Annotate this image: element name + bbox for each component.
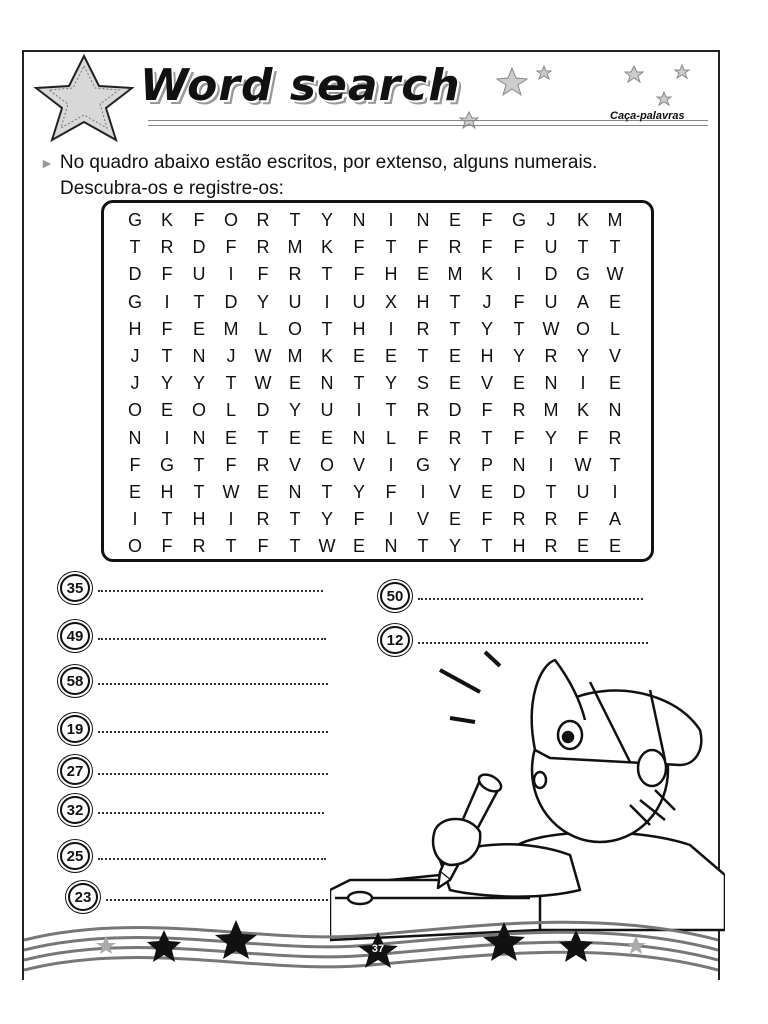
grid-letter[interactable]: M xyxy=(607,210,623,230)
grid-letter[interactable]: D xyxy=(512,481,526,502)
grid-letter[interactable]: T xyxy=(289,509,301,530)
grid-letter[interactable]: F xyxy=(161,318,173,339)
grid-letter[interactable]: R xyxy=(160,237,174,258)
grid-letter[interactable]: F xyxy=(417,237,429,258)
grid-letter[interactable]: F xyxy=(353,264,365,285)
grid-letter[interactable]: R xyxy=(416,400,430,421)
grid-letter[interactable]: F xyxy=(225,454,237,475)
grid-letter[interactable]: R xyxy=(544,345,558,366)
grid-letter[interactable]: N xyxy=(128,427,142,448)
grid-letter[interactable]: E xyxy=(608,291,621,312)
grid-letter[interactable]: E xyxy=(448,509,461,530)
grid-letter[interactable]: R xyxy=(544,509,558,530)
grid-letter[interactable]: R xyxy=(256,210,270,230)
grid-letter[interactable]: U xyxy=(576,481,590,502)
word-search-grid xyxy=(119,207,631,560)
grid-letter[interactable]: F xyxy=(161,536,173,557)
grid-letter[interactable]: E xyxy=(608,373,621,394)
grid-letter[interactable]: W xyxy=(542,318,560,339)
answer-row xyxy=(60,757,328,785)
grid-letter[interactable]: F xyxy=(513,291,525,312)
grid-letter[interactable]: V xyxy=(416,509,429,530)
grid-letter[interactable]: I xyxy=(388,509,394,530)
grid-letter[interactable]: U xyxy=(320,400,334,421)
grid-letter[interactable]: I xyxy=(548,454,554,475)
grid-letter[interactable]: E xyxy=(352,345,365,366)
answer-row xyxy=(60,574,323,602)
grid-letter[interactable]: T xyxy=(193,454,205,475)
grid-letter[interactable]: E xyxy=(448,210,461,230)
grid-letter[interactable]: F xyxy=(353,509,365,530)
answer-blank[interactable] xyxy=(98,632,326,640)
number-badge: 12 xyxy=(380,626,410,654)
grid-letter[interactable]: A xyxy=(576,291,589,312)
grid-letter[interactable]: G xyxy=(127,291,142,312)
grid-letter[interactable]: E xyxy=(256,481,269,502)
grid-letter[interactable]: R xyxy=(512,400,526,421)
grid-letter[interactable]: O xyxy=(287,318,302,339)
grid-letter[interactable]: D xyxy=(544,264,558,285)
grid-letter[interactable]: E xyxy=(384,345,397,366)
grid-letter[interactable]: Y xyxy=(480,318,493,339)
grid-letter[interactable]: F xyxy=(481,509,493,530)
answer-row xyxy=(60,842,326,870)
grid-letter[interactable]: N xyxy=(416,210,430,230)
grid-letter[interactable]: U xyxy=(544,291,558,312)
grid-letter[interactable]: I xyxy=(388,454,394,475)
number-badge: 50 xyxy=(380,582,410,610)
answer-blank[interactable] xyxy=(98,677,328,685)
grid-letter[interactable]: K xyxy=(480,264,493,285)
grid-letter[interactable]: E xyxy=(320,427,333,448)
grid-letter[interactable]: T xyxy=(161,345,173,366)
number-badge: 23 xyxy=(68,883,98,911)
grid-letter[interactable]: T xyxy=(289,536,301,557)
grid-letter[interactable]: R xyxy=(448,427,462,448)
number-badge: 35 xyxy=(60,574,90,602)
grid-letter[interactable]: K xyxy=(320,237,333,258)
grid-letter[interactable]: N xyxy=(320,373,334,394)
grid-letter[interactable]: X xyxy=(384,291,397,312)
grid-letter[interactable]: H xyxy=(512,536,526,557)
grid-letter[interactable]: T xyxy=(577,237,589,258)
grid-letter[interactable]: N xyxy=(352,210,366,230)
grid-letter[interactable]: T xyxy=(193,291,205,312)
grid-letter[interactable]: O xyxy=(127,400,142,421)
grid-letter[interactable]: D xyxy=(128,264,142,285)
grid-letter[interactable]: U xyxy=(352,291,366,312)
grid-letter[interactable]: F xyxy=(257,536,269,557)
grid-letter[interactable]: W xyxy=(574,454,592,475)
grid-letter[interactable]: R xyxy=(256,509,270,530)
grid-letter[interactable]: F xyxy=(225,237,237,258)
grid-letter[interactable]: R xyxy=(288,264,302,285)
grid-letter[interactable]: W xyxy=(318,536,336,557)
grid-letter[interactable]: F xyxy=(257,264,269,285)
grid-letter[interactable]: N xyxy=(288,481,302,502)
grid-letter[interactable]: Y xyxy=(160,373,173,394)
grid-letter[interactable]: G xyxy=(127,210,142,230)
grid-letter[interactable]: N xyxy=(192,427,206,448)
grid-letter[interactable]: L xyxy=(257,318,268,339)
grid-letter[interactable]: F xyxy=(513,427,525,448)
grid-letter[interactable]: Y xyxy=(320,509,333,530)
grid-letter[interactable]: T xyxy=(225,536,237,557)
grid-letter[interactable]: V xyxy=(448,481,461,502)
grid-letter[interactable]: O xyxy=(319,454,334,475)
grid-letter[interactable]: E xyxy=(480,481,493,502)
grid-letter[interactable]: E xyxy=(448,373,461,394)
answer-blank[interactable] xyxy=(98,767,328,775)
star-icon xyxy=(559,930,593,962)
instructions-line-2: Descubra-os e registre-os: xyxy=(60,178,284,199)
grid-letter[interactable]: E xyxy=(416,264,429,285)
number-badge: 58 xyxy=(60,667,90,695)
grid-letter[interactable]: J xyxy=(226,345,236,366)
grid-letter[interactable]: T xyxy=(257,427,269,448)
grid-letter[interactable]: E xyxy=(512,373,525,394)
grid-letter[interactable]: M xyxy=(223,318,239,339)
answer-row xyxy=(68,883,336,911)
number-badge: 25 xyxy=(60,842,90,870)
grid-letter[interactable]: O xyxy=(127,536,142,557)
grid-letter[interactable]: T xyxy=(289,210,301,230)
grid-letter[interactable]: T xyxy=(161,509,173,530)
grid-letter[interactable]: K xyxy=(160,210,173,230)
grid-letter[interactable]: I xyxy=(420,481,426,502)
grid-letter[interactable]: Y xyxy=(512,345,525,366)
grid-letter[interactable]: I xyxy=(164,427,170,448)
answer-row xyxy=(380,582,643,610)
grid-letter[interactable]: F xyxy=(481,400,493,421)
grid-letter[interactable]: G xyxy=(575,264,590,285)
grid-letter[interactable]: W xyxy=(222,481,240,502)
grid-letter[interactable]: G xyxy=(159,454,174,475)
grid-letter[interactable]: T xyxy=(417,345,429,366)
grid-letter[interactable]: H xyxy=(384,264,398,285)
grid-letter[interactable]: J xyxy=(130,345,140,366)
grid-letter[interactable]: T xyxy=(321,318,333,339)
grid-letter[interactable]: P xyxy=(480,454,493,475)
grid-letter[interactable]: I xyxy=(388,318,394,339)
grid-letter[interactable]: I xyxy=(580,373,586,394)
grid-letter[interactable]: R xyxy=(192,536,206,557)
star-icon xyxy=(657,92,671,105)
answer-row xyxy=(60,715,328,743)
grid-letter[interactable]: O xyxy=(575,318,590,339)
grid-letter[interactable]: D xyxy=(192,237,206,258)
grid-letter[interactable]: L xyxy=(225,400,236,421)
grid-letter[interactable]: I xyxy=(388,210,394,230)
grid-letter[interactable]: I xyxy=(228,264,234,285)
grid-letter[interactable]: L xyxy=(385,427,396,448)
grid-letter[interactable]: L xyxy=(609,318,620,339)
grid-letter[interactable]: H xyxy=(480,345,494,366)
page-title: Word search xyxy=(140,60,461,111)
grid-letter[interactable]: U xyxy=(192,264,206,285)
grid-letter[interactable]: F xyxy=(161,264,173,285)
star-icon xyxy=(625,66,643,82)
grid-letter[interactable]: O xyxy=(191,400,206,421)
grid-letter[interactable]: H xyxy=(160,481,174,502)
grid-letter[interactable]: I xyxy=(612,481,618,502)
grid-letter[interactable]: H xyxy=(416,291,430,312)
instructions xyxy=(40,150,720,201)
grid-letter[interactable]: R xyxy=(512,509,526,530)
grid-letter[interactable]: Y xyxy=(576,345,589,366)
grid-letter[interactable]: R xyxy=(608,427,622,448)
triangle-bullet-icon: ► xyxy=(40,155,54,171)
grid-letter[interactable]: T xyxy=(545,481,557,502)
grid-letter[interactable]: F xyxy=(129,454,141,475)
star-icon xyxy=(36,56,132,140)
grid-letter[interactable]: T xyxy=(385,400,397,421)
grid-letter[interactable]: N xyxy=(512,454,526,475)
grid-letter[interactable]: N xyxy=(608,400,622,421)
grid-letter[interactable]: A xyxy=(608,509,621,530)
grid-letter[interactable]: F xyxy=(353,237,365,258)
grid-letter[interactable]: E xyxy=(576,536,589,557)
answer-blank[interactable] xyxy=(98,852,326,860)
grid-letter[interactable]: Y xyxy=(544,427,557,448)
grid-letter[interactable]: M xyxy=(287,237,303,258)
grid-letter[interactable]: M xyxy=(447,264,463,285)
grid-letter[interactable]: H xyxy=(192,509,206,530)
grid-letter[interactable]: T xyxy=(481,536,493,557)
grid-letter[interactable]: N xyxy=(352,427,366,448)
grid-letter[interactable]: E xyxy=(448,345,461,366)
grid-letter[interactable]: F xyxy=(481,237,493,258)
grid-letter[interactable]: Y xyxy=(192,373,205,394)
grid-letter[interactable]: E xyxy=(608,536,621,557)
grid-letter[interactable]: E xyxy=(160,400,173,421)
grid-letter[interactable]: U xyxy=(544,237,558,258)
answer-row xyxy=(60,796,324,824)
grid-letter[interactable]: E xyxy=(288,427,301,448)
grid-letter[interactable]: D xyxy=(224,291,238,312)
star-icon xyxy=(675,65,689,78)
grid-letter[interactable]: Y xyxy=(448,454,461,475)
grid-letter[interactable]: T xyxy=(225,373,237,394)
grid-letter[interactable]: W xyxy=(254,373,272,394)
grid-letter[interactable]: I xyxy=(516,264,522,285)
grid-letter[interactable]: T xyxy=(353,373,365,394)
grid-letter[interactable]: M xyxy=(543,400,559,421)
grid-letter[interactable]: F xyxy=(577,509,589,530)
grid-letter[interactable]: V xyxy=(480,373,493,394)
grid-letter[interactable]: O xyxy=(223,210,238,230)
number-badge: 32 xyxy=(60,796,90,824)
grid-letter[interactable]: I xyxy=(324,291,330,312)
grid-letter[interactable]: F xyxy=(513,237,525,258)
star-icon xyxy=(626,936,646,954)
grid-letter[interactable]: F xyxy=(481,210,493,230)
grid-letter[interactable]: T xyxy=(321,481,333,502)
grid-letter[interactable]: G xyxy=(415,454,430,475)
grid-letter[interactable]: F xyxy=(385,481,397,502)
grid-letter[interactable]: J xyxy=(546,210,556,230)
grid-letter[interactable]: Y xyxy=(288,400,301,421)
grid-letter[interactable]: Y xyxy=(384,373,397,394)
grid-letter[interactable]: F xyxy=(577,427,589,448)
answer-blank[interactable] xyxy=(98,584,323,592)
grid-letter[interactable]: D xyxy=(448,400,462,421)
grid-letter[interactable]: N xyxy=(544,373,558,394)
grid-letter[interactable]: Y xyxy=(352,481,365,502)
grid-letter[interactable]: R xyxy=(544,536,558,557)
grid-letter[interactable]: T xyxy=(385,237,397,258)
page-number: 37 xyxy=(371,943,385,955)
grid-letter[interactable]: E xyxy=(128,481,141,502)
number-badge: 19 xyxy=(60,715,90,743)
grid-letter[interactable]: T xyxy=(513,318,525,339)
answer-row xyxy=(60,667,328,695)
grid-letter[interactable]: Y xyxy=(256,291,269,312)
grid-letter[interactable]: R xyxy=(416,318,430,339)
grid-letter[interactable]: K xyxy=(576,210,589,230)
grid-letter[interactable]: R xyxy=(448,237,462,258)
grid-letter[interactable]: I xyxy=(164,291,170,312)
grid-letter[interactable]: I xyxy=(228,509,234,530)
grid-letter[interactable]: R xyxy=(256,454,270,475)
grid-letter[interactable]: E xyxy=(352,536,365,557)
grid-letter[interactable]: W xyxy=(606,264,624,285)
answer-row xyxy=(60,622,326,650)
grid-letter[interactable]: F xyxy=(417,427,429,448)
grid-letter[interactable]: H xyxy=(352,318,366,339)
answer-blank[interactable] xyxy=(418,592,643,600)
grid-letter[interactable]: J xyxy=(482,291,492,312)
answer-blank[interactable] xyxy=(98,806,324,814)
grid-letter[interactable]: E xyxy=(192,318,205,339)
grid-letter[interactable]: T xyxy=(449,318,461,339)
grid-letter[interactable]: T xyxy=(609,454,621,475)
grid-letter[interactable]: T xyxy=(481,427,493,448)
grid-letter[interactable]: R xyxy=(256,237,270,258)
grid-letter[interactable]: T xyxy=(193,481,205,502)
grid-letter[interactable]: T xyxy=(609,237,621,258)
grid-letter[interactable]: U xyxy=(288,291,302,312)
grid-letter[interactable]: M xyxy=(287,345,303,366)
grid-letter[interactable]: T xyxy=(449,291,461,312)
grid-letter[interactable]: N xyxy=(192,345,206,366)
grid-letter[interactable]: Y xyxy=(320,210,333,230)
grid-letter[interactable]: Y xyxy=(448,536,461,557)
instructions-line-1: No quadro abaixo estão escritos, por extenso, alguns numerais. xyxy=(59,152,598,173)
grid-letter[interactable]: W xyxy=(254,345,272,366)
grid-letter[interactable]: K xyxy=(320,345,333,366)
grid-letter[interactable]: I xyxy=(356,400,362,421)
grid-letter[interactable]: V xyxy=(288,454,301,475)
grid-letter[interactable]: D xyxy=(256,400,270,421)
grid-letter[interactable]: N xyxy=(384,536,398,557)
grid-letter[interactable]: H xyxy=(128,318,142,339)
grid-letter[interactable]: S xyxy=(416,373,429,394)
grid-letter[interactable]: T xyxy=(129,237,141,258)
grid-letter[interactable]: E xyxy=(288,373,301,394)
grid-letter[interactable]: F xyxy=(193,210,205,230)
star-icon xyxy=(537,66,551,79)
grid-letter[interactable]: T xyxy=(321,264,333,285)
page-subtitle: Caça-palavras xyxy=(610,110,685,122)
grid-letter[interactable]: T xyxy=(417,536,429,557)
number-badge: 49 xyxy=(60,622,90,650)
grid-letter[interactable]: V xyxy=(608,345,621,366)
answer-blank[interactable] xyxy=(106,893,336,901)
star-icon xyxy=(497,68,527,95)
grid-letter[interactable]: K xyxy=(576,400,589,421)
grid-letter[interactable]: V xyxy=(352,454,365,475)
number-badge: 27 xyxy=(60,757,90,785)
grid-letter[interactable]: E xyxy=(224,427,237,448)
grid-letter[interactable]: J xyxy=(130,373,140,394)
grid-letter[interactable]: G xyxy=(511,210,526,230)
answer-blank[interactable] xyxy=(98,725,328,733)
grid-letter[interactable]: I xyxy=(132,509,138,530)
